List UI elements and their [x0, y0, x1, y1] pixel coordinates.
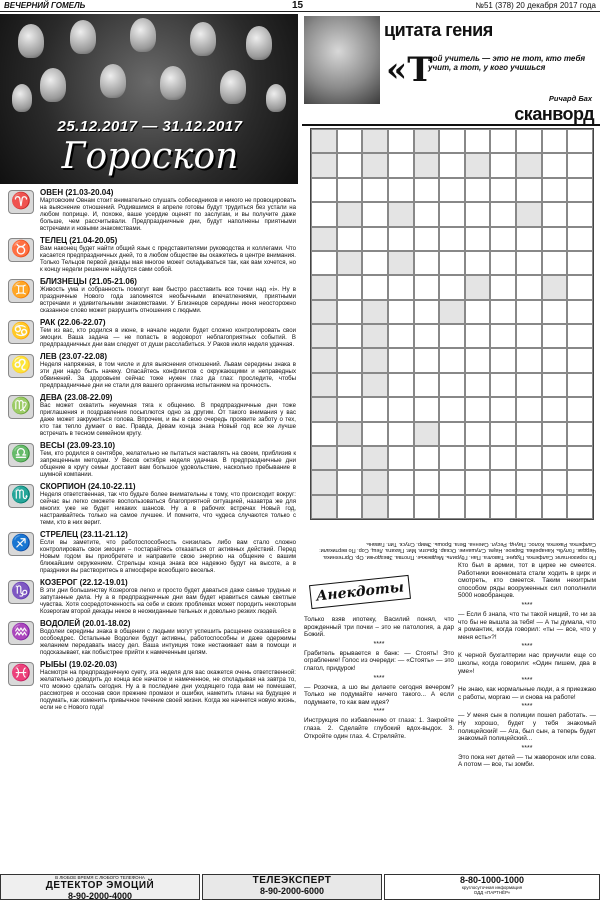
joke-text: — Розочка, а шо вы делаете сегодня вечером? Только не подумайте ничего такого... А если подумаете, то как вам идея? — [304, 683, 454, 706]
zodiac-icon: ♑ — [8, 580, 34, 604]
scanword-cell[interactable] — [490, 202, 516, 226]
scanword-cell[interactable] — [567, 300, 593, 324]
baby-figure — [40, 68, 66, 102]
horoscope-sign — [6, 482, 296, 526]
scanword-cell[interactable] — [542, 202, 568, 226]
separator-stars: **** — [521, 744, 533, 752]
joke-text: Кто был в армии, тот в цирке не смеется. Работники военкомата стали ходить в цирк и смотреть, кто смеется. Таким нехитрым способом ряды вооруженных сил пополнили 5000 новобранцев. — [458, 562, 596, 600]
horoscope-sign — [6, 441, 296, 478]
scanword-grid — [310, 128, 594, 520]
scanword-cell[interactable] — [362, 397, 388, 421]
scanword-cell[interactable] — [414, 324, 440, 348]
scanword-cell[interactable] — [567, 397, 593, 421]
ad-phone: 8-90-2000-6000 — [259, 886, 325, 896]
scanword-cell[interactable] — [490, 373, 516, 397]
baby-figure — [100, 64, 126, 98]
scanword-cell[interactable] — [311, 470, 337, 494]
scanword-cell[interactable] — [542, 422, 568, 446]
scanword-cell[interactable] — [388, 495, 414, 519]
quote-box — [302, 14, 600, 106]
joke-text: — У меня сын в полиции пошел работать. — Ну хорошо, будет у тебя знакомый полицейский! — Ага, был сын, а теперь будет знакомый полицейский... — [458, 712, 596, 743]
scanword-cell[interactable] — [388, 275, 414, 299]
separator-stars: **** — [521, 703, 533, 711]
scanword-cell[interactable] — [439, 275, 465, 299]
sign-heading: ВОДОЛЕЙ (20.01-18.02) — [40, 619, 131, 628]
scanword-cell[interactable] — [439, 202, 465, 226]
scanword-cell[interactable] — [439, 422, 465, 446]
horoscope-sign — [6, 619, 296, 656]
scanword-cell[interactable] — [337, 470, 363, 494]
scanword-cell[interactable] — [516, 202, 542, 226]
ad-title: ТЕЛЕЭКСПЕРТ — [252, 875, 332, 886]
baby-figure — [160, 66, 186, 100]
separator-stars: **** — [373, 674, 385, 682]
sign-heading: ВЕСЫ (23.09-23.10) — [40, 441, 115, 450]
scanword-cell[interactable] — [388, 348, 414, 372]
scanword-cell[interactable] — [362, 129, 388, 153]
separator-stars: **** — [373, 640, 385, 648]
scanword-cell[interactable] — [567, 178, 593, 202]
sign-text: Если вы заметите, что работоспособность снизилась либо вам стало сложно контролировать свои эмоции – постарайтесь отказаться от активных действий. Перед Новым годом вы приобретете и направите свою энергию на общение с вашим ближайшим окружением. Стрельцы конца знака все надежно будут на высоте, а в праздники вы растворитесь в атмосфере всеобщего веселья. — [40, 539, 296, 574]
sign-text: Тем, кто родился в сентябре, желательно не пытаться наставлять на своем, приблизив к запрещенным методам. У Весов октября неделя удачная. В предпраздничные дни общение в кругу семьи доставит вам большое удовольствие, насколько пребывание в шумной компании. — [40, 450, 296, 478]
horoscope-sign — [6, 352, 296, 389]
zodiac-icon: ♏ — [8, 484, 34, 508]
scanword-cell[interactable] — [490, 348, 516, 372]
scanword-cell[interactable] — [439, 373, 465, 397]
scanword-cell[interactable] — [414, 348, 440, 372]
scanword-cell[interactable] — [542, 178, 568, 202]
scanword-cell[interactable] — [337, 373, 363, 397]
scanword-cell[interactable] — [567, 422, 593, 446]
scanword-cell[interactable] — [542, 300, 568, 324]
scanword-cell[interactable] — [439, 446, 465, 470]
horoscope-signs — [6, 188, 296, 715]
scanword-cell[interactable] — [465, 153, 491, 177]
scanword-cell[interactable] — [490, 275, 516, 299]
sign-text: Водолеи середины знака в общении с людьми могут успешить расщение сказавшейся в особоедрес. Остальные Водолеи будут активны, работоспособны и даже одержимы желанием передавать массу дел. Ваша интуиция тоже нестакивает вам в помощи и подсказывает, как побыстрее прийти к намеченным целям. — [40, 628, 296, 656]
scanword-cell[interactable] — [311, 251, 337, 275]
scanword-cell[interactable] — [414, 495, 440, 519]
scanword-answers: По горизонтали: Салфетка. Пудинг. Таволга. Пан. Гбуриль. Медвежье. Плотва. Звездочки. Ор. Оргтехника. Чердак. Голубь. Канарейка. Варкое. Наум. Слушание. Оскар. Брызги. Миг. Пахата. Лещ. Сор. По вертикали: Салфетка. Ракетка. Колос. Паунд. Ресул. Сиенна. Вега. Брошь. Эмир. Спуск. Тип. Гавань. — [319, 541, 596, 560]
scanword-cell[interactable] — [362, 275, 388, 299]
scanword-cell[interactable] — [311, 202, 337, 226]
scanword-cell[interactable] — [414, 397, 440, 421]
horoscope-sign — [6, 277, 296, 314]
scanword-cell[interactable] — [311, 129, 337, 153]
zodiac-icon: ♋ — [8, 320, 34, 344]
scanword-cell[interactable] — [337, 178, 363, 202]
scanword-cell[interactable] — [414, 153, 440, 177]
scanword-cell[interactable] — [567, 495, 593, 519]
scanword-cell[interactable] — [388, 373, 414, 397]
joke-text: Только взяв ипотеку, Василий понял, что врожденный три почки – это не патология, а дар Божий. — [304, 616, 454, 639]
joke-text: К черной бухгалтерии нас приучили еще со школы, когда говорили: «Один пишем, два в уме»! — [458, 652, 596, 675]
zodiac-icon: ♌ — [8, 354, 34, 378]
ad-phone: 8-80-1000-1000 — [459, 875, 525, 885]
scanword-cell[interactable] — [388, 470, 414, 494]
sign-text: Вам наконец будет найти общий язык с представителями руководства и коллегами. Что касается предпраздничных дней, то в любом обществе вы окажетесь в центре внимания. Только Тельцов первой декады мая многое может складываться так, как вам хочется, но к концу недели решение найдутся сами собой. — [40, 245, 296, 273]
scanword-cell[interactable] — [542, 153, 568, 177]
scanword-cell[interactable] — [516, 300, 542, 324]
horoscope-sign — [6, 660, 296, 711]
scanword-cell[interactable] — [465, 373, 491, 397]
scanword-cell[interactable] — [567, 202, 593, 226]
scanword-cell[interactable] — [490, 470, 516, 494]
scanword-cell[interactable] — [362, 470, 388, 494]
scanword-cell[interactable] — [439, 324, 465, 348]
scanword-cell[interactable] — [388, 422, 414, 446]
page-header — [0, 0, 600, 12]
scanword-cell[interactable] — [567, 348, 593, 372]
baby-figure — [70, 20, 96, 54]
baby-figure — [220, 70, 246, 104]
scanword-cell[interactable] — [337, 495, 363, 519]
scanword-cell[interactable] — [567, 153, 593, 177]
scanword-cell[interactable] — [388, 300, 414, 324]
scanword-cell[interactable] — [490, 446, 516, 470]
separator-stars: **** — [373, 708, 385, 716]
scanword-cell[interactable] — [542, 275, 568, 299]
scanword-cell[interactable] — [414, 470, 440, 494]
scanword-cell[interactable] — [362, 348, 388, 372]
scanword-cell[interactable] — [311, 153, 337, 177]
scanword-cell[interactable] — [414, 251, 440, 275]
scanword-header — [302, 104, 600, 126]
scanword-cell[interactable] — [465, 129, 491, 153]
scanword-cell[interactable] — [388, 446, 414, 470]
zodiac-icon: ♉ — [8, 238, 34, 262]
ad-title: ДЕТЕКТОР ЭМОЦИЙ — [45, 880, 155, 891]
scanword-cell[interactable] — [567, 227, 593, 251]
scanword-cell[interactable] — [490, 495, 516, 519]
scanword-cell[interactable] — [362, 251, 388, 275]
sign-heading: ДЕВА (23.08-22.09) — [40, 393, 113, 402]
scanword-cell[interactable] — [337, 300, 363, 324]
quote-mark-icon: «Т — [386, 50, 433, 90]
zodiac-icon: ♈ — [8, 190, 34, 214]
scanword-cell[interactable] — [439, 348, 465, 372]
scanword-cell[interactable] — [465, 324, 491, 348]
scanword-cell[interactable] — [311, 227, 337, 251]
joke-text: Не знаю, как нормальные люди, а я приезжаю с работы, моргаю — и снова на работе! — [458, 686, 596, 701]
scanword-cell[interactable] — [516, 397, 542, 421]
scanword-cell[interactable] — [337, 275, 363, 299]
horoscope-sign — [6, 236, 296, 273]
zodiac-icon: ♐ — [8, 532, 34, 556]
scanword-cell[interactable] — [362, 422, 388, 446]
scanword-cell[interactable] — [414, 202, 440, 226]
scanword-cell[interactable] — [311, 348, 337, 372]
scanword-cell[interactable] — [567, 373, 593, 397]
scanword-cell[interactable] — [542, 373, 568, 397]
scanword-cell[interactable] — [362, 153, 388, 177]
scanword-cell[interactable] — [388, 397, 414, 421]
scanword-cell[interactable] — [439, 129, 465, 153]
zodiac-icon: ♍ — [8, 395, 34, 419]
scanword-cell[interactable] — [388, 129, 414, 153]
sign-heading: ЛЕВ (23.07-22.08) — [40, 352, 107, 361]
scanword-cell[interactable] — [516, 227, 542, 251]
scanword-cell[interactable] — [388, 178, 414, 202]
scanword-cell[interactable] — [337, 446, 363, 470]
baby-figure — [12, 84, 32, 112]
scanword-cell[interactable] — [465, 422, 491, 446]
scanword-cell[interactable] — [542, 446, 568, 470]
scanword-cell[interactable] — [337, 129, 363, 153]
sign-text: Неделя ответственная, так что будьте более внимательны к тому, что происходит вокруг: сейчас вы легко сможете воспользоваться благоприятной ситуацией, назавтра же для многих уже не будет никаких шансов. Ну а в рабочих встречах Новый год, настраивайтесь только на самое лучшее. И помните, что чудеса случаются только с теми, кто в них верит. — [40, 491, 296, 526]
scanword-cell[interactable] — [465, 348, 491, 372]
scanword-cell[interactable] — [337, 422, 363, 446]
horoscope-title: Гороскоп — [61, 136, 239, 177]
sign-heading: КОЗЕРОГ (22.12-19.01) — [40, 578, 128, 587]
scanword-cell[interactable] — [490, 129, 516, 153]
scanword-cell[interactable] — [490, 300, 516, 324]
scanword-cell[interactable] — [337, 251, 363, 275]
scanword-cell[interactable] — [311, 446, 337, 470]
sign-heading: БЛИЗНЕЦЫ (21.05-21.06) — [40, 277, 137, 286]
issue-info: №51 (378) 20 декабря 2017 года — [475, 1, 596, 10]
scanword-cell[interactable] — [490, 324, 516, 348]
separator-stars: **** — [521, 601, 533, 609]
scanword-cell[interactable] — [516, 373, 542, 397]
jokes-left-column — [304, 616, 454, 740]
scanword-cell[interactable] — [388, 227, 414, 251]
joke-text: — Если б знала, что ты такой нищий, то ни за что бы не вышла за тебя! — А ты думала, что я романтик, когда говорил: «ты — все, что у меня есть»?! — [458, 610, 596, 641]
scanword-cell[interactable] — [414, 178, 440, 202]
scanword-cell[interactable] — [439, 227, 465, 251]
scanword-cell[interactable] — [542, 348, 568, 372]
scanword-cell[interactable] — [465, 446, 491, 470]
jokes-right-column — [458, 562, 596, 769]
scanword-cell[interactable] — [567, 470, 593, 494]
jokes-header — [304, 572, 454, 612]
horoscope-sign — [6, 578, 296, 615]
scanword-cell[interactable] — [337, 324, 363, 348]
scanword-cell[interactable] — [516, 495, 542, 519]
scanword-cell[interactable] — [465, 251, 491, 275]
scanword-cell[interactable] — [311, 373, 337, 397]
scanword-cell[interactable] — [337, 348, 363, 372]
ad-info-line — [384, 874, 600, 900]
scanword-cell[interactable] — [567, 446, 593, 470]
scanword-cell[interactable] — [439, 251, 465, 275]
scanword-title: сканворд — [514, 104, 594, 124]
scanword-cell[interactable] — [439, 495, 465, 519]
zodiac-icon: ♓ — [8, 662, 34, 686]
scanword-cell[interactable] — [439, 178, 465, 202]
scanword-cell[interactable] — [414, 446, 440, 470]
ad-tagline: круглосуточная информация — [461, 885, 523, 890]
scanword-cell[interactable] — [311, 495, 337, 519]
scanword-cell[interactable] — [362, 178, 388, 202]
scanword-cell[interactable] — [439, 470, 465, 494]
sign-text: Тем из вас, кто родился в июне, в начале недели будет сложно контролировать свои эмоции. Ваша задача — не попасть в водоворот неблагоприятных событий. В предпраздничных дни вам следует от души расслабиться. У Раков июля неделя удачная. — [40, 327, 296, 348]
horoscope-sign — [6, 393, 296, 437]
zodiac-icon: ♒ — [8, 621, 34, 645]
scanword-cell[interactable] — [490, 422, 516, 446]
horoscope-sign — [6, 530, 296, 574]
scanword-cell[interactable] — [465, 227, 491, 251]
joke-text: Это пока нет детей — ты жаворонок или сова. А потом — все, ты зомби. — [458, 753, 596, 769]
horoscope-sign — [6, 318, 296, 348]
scanword-cell[interactable] — [439, 397, 465, 421]
ad-phone: 8-90-2000-4000 — [67, 891, 133, 900]
scanword-cell[interactable] — [567, 275, 593, 299]
scanword-cell[interactable] — [516, 422, 542, 446]
scanword-cell[interactable] — [388, 251, 414, 275]
ad-tagline: В ЛЮБОЕ ВРЕМЯ С ЛЮБОГО ТЕЛЕФОНА — [55, 875, 145, 880]
scanword-cell[interactable] — [362, 324, 388, 348]
scanword-cell[interactable] — [542, 129, 568, 153]
sign-heading: ОВЕН (21.03-20.04) — [40, 188, 114, 197]
sign-text: Мартовским Овнам стоит внимательно слушать собеседников и никого не провоцировать на выяснение отношений. Родившимся в апреле готовы будут трудиться без устали на любом поприще. И, похоже, ваше усердие оценят по заслугам, и вы получите даже больше, чем рассчитывали. Предпраздничные дни, будут наполнены приятными встречами и новыми знакомствами. — [40, 197, 296, 232]
scanword-cell[interactable] — [439, 153, 465, 177]
separator-stars: **** — [521, 643, 533, 651]
sign-heading: СТРЕЛЕЦ (23.11-21.12) — [40, 530, 128, 539]
scanword-cell[interactable] — [311, 275, 337, 299]
scanword-cell[interactable] — [337, 202, 363, 226]
scanword-cell[interactable] — [311, 422, 337, 446]
scanword-cell[interactable] — [414, 129, 440, 153]
ad-brand: ОДД «ПАРТНЁР» — [473, 890, 511, 895]
quote-author: Ричард Бах — [548, 94, 592, 103]
sign-text: В эти дни большинству Козерогов легко и просто будет даваться даже самые трудные и запутанные дела. Ну а в предпраздничные дни вам будет нравиться самые светлые чувства. Хотя сосредоточенность на себе и своих проблемах может породить некоторым Козерогам второй декады некое в неожиданные тельных и довольно резких людей. — [40, 587, 296, 615]
horoscope-sign — [6, 188, 296, 232]
scanword-cell[interactable] — [414, 300, 440, 324]
scanword-cell[interactable] — [337, 397, 363, 421]
scanword-cell[interactable] — [311, 300, 337, 324]
scanword-cell[interactable] — [516, 324, 542, 348]
author-photo — [304, 16, 380, 104]
zodiac-icon: ♊ — [8, 279, 34, 303]
page-number: 15 — [292, 0, 304, 11]
baby-figure — [18, 24, 44, 58]
quote-text: вой учитель — это не тот, кто тебя учит, а тот, у кого учишься — [428, 54, 586, 72]
sign-heading: РАК (22.06-22.07) — [40, 318, 106, 327]
ads-strip — [0, 874, 600, 900]
scanword-cell[interactable] — [388, 202, 414, 226]
sign-text: Насмотря на предпраздничную суету, эта неделя для вас окажется очень ответственной: желательно доводить до конца все начатое и намеченное, не откладывая на завтра то, что можно сделать сегодня. Ну а в последние дни уходящего года вам не помешает, рассмотрев и оссонав свои прежние промахи и ошибки, наметить планы на будущее и подумать, как изменить привычное течение своей жизни. Когда же начнется новую жизнь, если не с Нового года! — [40, 669, 296, 711]
scanword-cell[interactable] — [311, 178, 337, 202]
scanword-cell[interactable] — [414, 422, 440, 446]
ad-teleexpert — [202, 874, 382, 900]
sign-heading: РЫБЫ (19.02-20.03) — [40, 660, 118, 669]
scanword-cell[interactable] — [542, 495, 568, 519]
scanword-cell[interactable] — [516, 348, 542, 372]
scanword-cell[interactable] — [542, 324, 568, 348]
scanword-cell[interactable] — [542, 227, 568, 251]
scanword-cell[interactable] — [362, 373, 388, 397]
baby-figure — [190, 22, 216, 56]
horoscope-banner — [0, 14, 298, 184]
scanword-cell[interactable] — [465, 495, 491, 519]
scanword-cell[interactable] — [311, 324, 337, 348]
scanword-cell[interactable] — [465, 178, 491, 202]
quote-title: цитата гения — [384, 20, 493, 40]
sign-text: Неделя напряжная, в том числе и для выяснения отношений. Львам середины знака в эти дни надо быть начеку. Опасайтесь конфликтов с окружающими и неправедных обвинений. За здоровьем сейчас тоже нужен глаз да глаз: проследите, чтобы предпраздничные дни не стали для вашего организма испытанием на прочность. — [40, 361, 296, 389]
scanword-cell[interactable] — [465, 470, 491, 494]
scanword-cell[interactable] — [567, 129, 593, 153]
scanword-cell[interactable] — [516, 153, 542, 177]
joke-text: Инструкция по избавлению от глаза: 1. Закройте глаза. 2. Сделайте глубокий вдох-выдох. 3. Откройте один глаз. 4. Стреляйте. — [304, 717, 454, 740]
scanword-cell[interactable] — [490, 251, 516, 275]
baby-figure — [130, 18, 156, 52]
baby-figure — [266, 84, 286, 112]
scanword-cell[interactable] — [490, 227, 516, 251]
sign-heading: ТЕЛЕЦ (21.04-20.05) — [40, 236, 118, 245]
sign-text: Вас может охватить неуемная тяга к общению. В предпраздничные дни тоже приглашения и поздравления посыплются одно за другим. От такого внимания у вас даже может закружиться голова. Впрочем, и вы в свою очередь проявите заботу о тех, кто так тепло думает о вас. Правда, Девам конца знака Новый год все же лучше встречать в тесном семейном кругу. — [40, 402, 296, 437]
scanword-cell[interactable] — [362, 300, 388, 324]
scanword-cell[interactable] — [516, 129, 542, 153]
zodiac-icon: ♎ — [8, 443, 34, 467]
scanword-cell[interactable] — [362, 446, 388, 470]
scanword-cell[interactable] — [465, 202, 491, 226]
scanword-cell[interactable] — [337, 153, 363, 177]
scanword-cell[interactable] — [567, 324, 593, 348]
scanword-cell[interactable] — [465, 300, 491, 324]
scanword-cell[interactable] — [516, 275, 542, 299]
scanword-cell[interactable] — [516, 251, 542, 275]
scanword-cell[interactable] — [490, 178, 516, 202]
sign-text: Живость ума и собранность помогут вам быстро расставить все точки над «i». Ну в праздничные Нового года запомнятся необычными впечатлениями, приятными встречами и удивительными знакомствами. У Близнецов середины июня неосторожно сказанное слово может разрушить отношения с людьми. — [40, 286, 296, 314]
scanword-cell[interactable] — [362, 202, 388, 226]
scanword-cell[interactable] — [362, 227, 388, 251]
scanword-cell[interactable] — [465, 275, 491, 299]
scanword-cell[interactable] — [542, 397, 568, 421]
scanword-cell[interactable] — [516, 446, 542, 470]
baby-figure — [246, 26, 272, 60]
newspaper-logo: ВЕЧЕРНИЙ ГОМЕЛЬ — [4, 1, 86, 10]
scanword-cell[interactable] — [439, 300, 465, 324]
scanword-cell[interactable] — [388, 153, 414, 177]
scanword-cell[interactable] — [567, 251, 593, 275]
scanword-cell[interactable] — [311, 397, 337, 421]
horoscope-dates: 25.12.2017 — 31.12.2017 — [57, 118, 243, 135]
scanword-cell[interactable] — [388, 324, 414, 348]
ad-emotion-detector — [0, 874, 200, 900]
scanword-cell[interactable] — [516, 178, 542, 202]
separator-stars: **** — [521, 677, 533, 685]
scanword-cell[interactable] — [542, 251, 568, 275]
scanword-cell[interactable] — [414, 275, 440, 299]
scanword-cell[interactable] — [490, 153, 516, 177]
scanword-cell[interactable] — [337, 227, 363, 251]
scanword-cell[interactable] — [542, 470, 568, 494]
scanword-cell[interactable] — [362, 495, 388, 519]
jokes-title: Анекдоты — [309, 575, 411, 609]
sign-heading: СКОРПИОН (24.10-22.11) — [40, 482, 136, 491]
scanword-cell[interactable] — [490, 397, 516, 421]
scanword-cell[interactable] — [516, 470, 542, 494]
scanword-cell[interactable] — [465, 397, 491, 421]
joke-text: Грабитель врывается в банк: — Стоять! Это ограбление! Голос из очереди: — «Стоять» — это глагол, придурок! — [304, 649, 454, 672]
scanword-cell[interactable] — [414, 373, 440, 397]
scanword-cell[interactable] — [414, 227, 440, 251]
